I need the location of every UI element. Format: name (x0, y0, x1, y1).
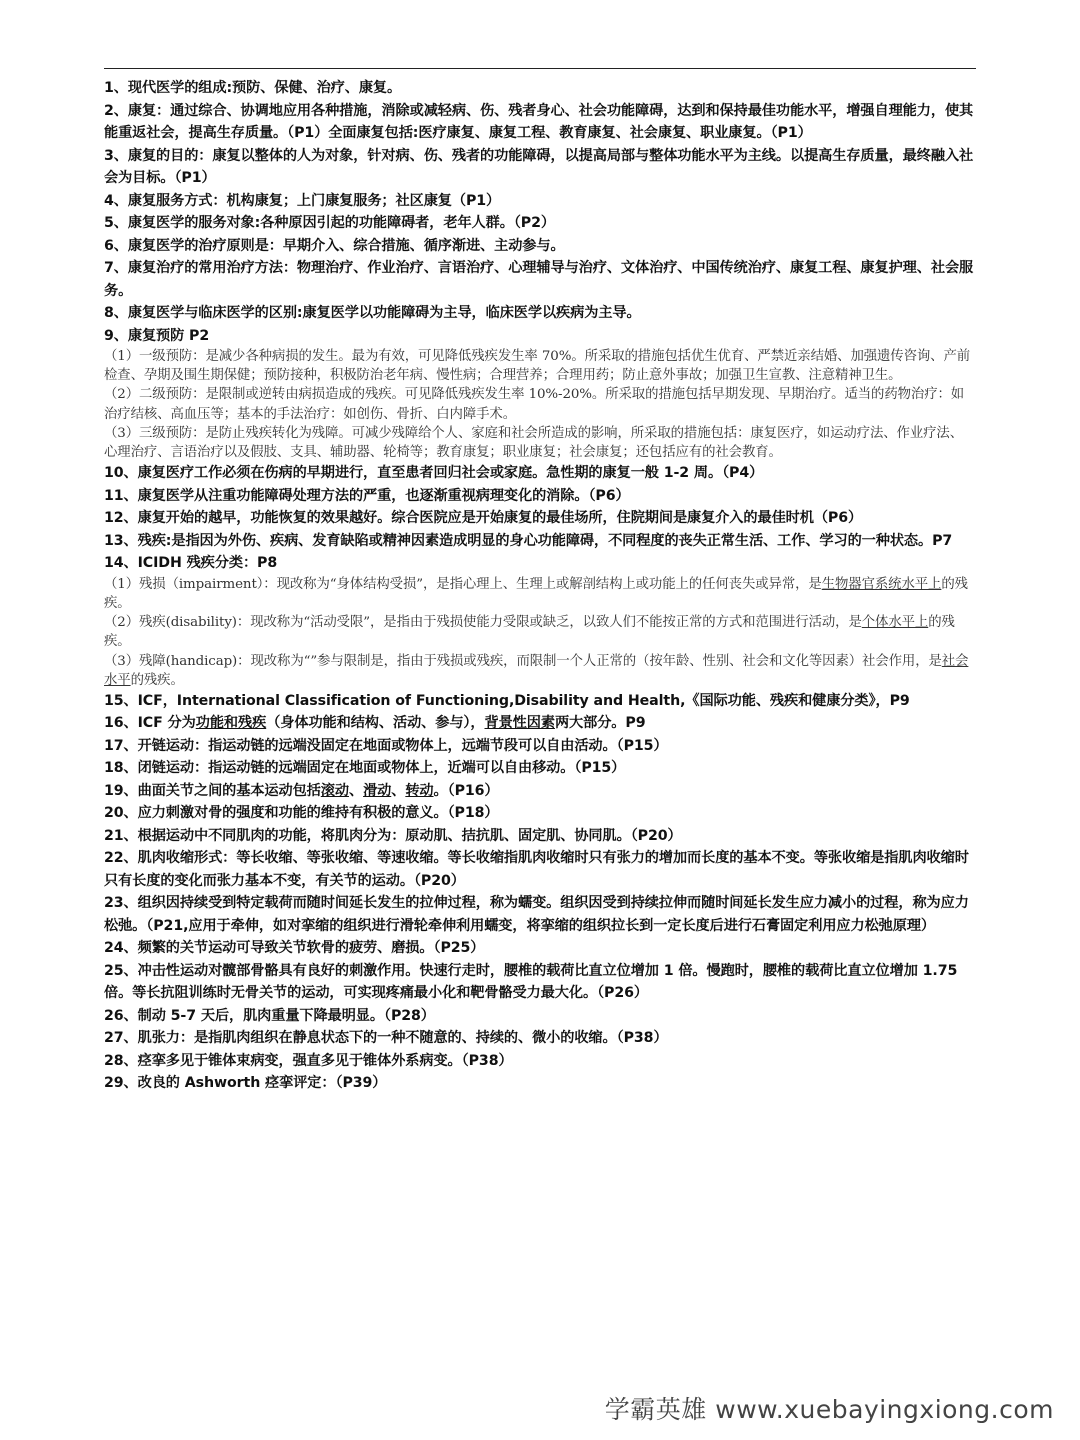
item-9-sub-2: （2）二级预防：是限制或逆转由病损造成的残疾。可见降低残疾发生率 10%-20%。所采取的措施包括早期发现、早期治疗。适当的药物治疗：如治疗结核、高血压等；基本的手法治疗：如创伤、骨折、白内障手术。 (104, 387, 965, 422)
underlined-term: 功能和残疾 (195, 715, 267, 732)
item-16 (104, 712, 976, 735)
underlined-term: 个体水平上 (861, 615, 929, 631)
text: 19、曲面关节之间的基本运动包括 (104, 782, 321, 799)
text: （2）残疾(disability)：现改称为“活动受限”，是指由于残损使能力受限或缺乏，以致人们不能按正常的方式和范围进行活动，是 (104, 615, 862, 631)
item-28: 28、痉挛多见于锥体束病变，强直多见于锥体外系病变。（P38） (104, 1052, 513, 1069)
item-19 (104, 780, 976, 803)
item-3: 3、康复的目的：康复以整体的人为对象，针对病、伤、残者的功能障碍，以提高局部与整体功能水平为主线。以提高生存质量，最终融入社会为目标。（P1） (104, 147, 974, 186)
text: 的残疾。 (130, 672, 184, 688)
item-9-sub-3: （3）三级预防：是防止残疾转化为残障。可减少残障给个人、家庭和社会所造成的影响，所采取的措施包括：康复医疗，如运动疗法、作业疗法、心理治疗、言语治疗以及假肢、支具、辅助器、轮椅等；教育康复；职业康复；社会康复；还包括应有的社会教育。 (104, 425, 964, 461)
item-24: 24、频繁的关节运动可导致关节软骨的疲劳、磨损。（P25） (104, 940, 485, 957)
item-17: 17、开链运动：指运动链的远端没固定在地面或物体上，远端节段可以自由活动。（P15） (104, 737, 668, 754)
underlined-term: 生物器官系统水平上 (821, 576, 942, 592)
item-23: 23、组织因持续受到特定载荷而随时间延长发生的拉伸过程，称为蠕变。组织因受到持续拉伸而随时间延长发生应力减小的过程，称为应力松弛。（P21,应用于牵伸，如对挛缩的组织进行滑轮牵伸利用蠕变，将挛缩的组织拉长到一定长度后进行石膏固定利用应力松弛原理） (104, 895, 969, 934)
item-21: 21、根据运动中不同肌肉的功能，将肌肉分为：原动肌、拮抗肌、固定肌、协同肌。（P20） (104, 827, 682, 844)
item-14-sub-1 (104, 575, 976, 613)
text: 、 (348, 782, 364, 799)
item-1: 1、现代医学的组成:预防、保健、治疗、康复。 (104, 80, 402, 96)
text: （1）残损（impairment）：现改称为“身体结构受损”，是指心理上、生理上或解剖结构上或功能上的任何丧失或异常，是 (104, 576, 822, 592)
top-rule (104, 68, 976, 69)
item-2: 2、康复：通过综合、协调地应用各种措施，消除或减轻病、伤、残者身心、社会功能障碍，达到和保持最佳功能水平，增强自理能力，使其能重返社会，提高生存质量。（P1）全面康复包括:医疗康复、康复工程、教育康复、社会康复、职业康复。（P1） (104, 102, 974, 141)
item-11: 11、康复医学从注重功能障碍处理方法的严重，也逐渐重视病理变化的消除。（P6） (104, 487, 630, 504)
item-9-sub-1: （1）一级预防：是减少各种病损的发生。最为有效，可见降低残疾发生率 70%。所采取的措施包括优生优育、严禁近亲结婚、加强遗传咨询、产前检查、孕期及围生期保健；预防接种，积极防治老年病、慢性病；合理营养；合理用药；防止意外事故；加强卫生宣教、注意精神卫生。 (104, 349, 971, 384)
underlined-term: 背景性因素 (484, 715, 555, 732)
item-14: 14、ICIDH 残疾分类：P8 (104, 555, 278, 572)
item-5: 5、康复医学的服务对象:各种原因引起的功能障碍者，老年人群。（P2） (104, 215, 555, 231)
text: 、 (391, 782, 406, 799)
underlined-term: 滑动 (363, 782, 392, 799)
item-29: 29、改良的 Ashworth 痉挛评定：（P39） (104, 1075, 387, 1092)
text: 16、ICF 分为 (104, 715, 196, 732)
item-6: 6、康复医学的治疗原则是：早期介入、综合措施、循序渐进、主动参与。 (104, 237, 565, 254)
item-10: 10、康复医疗工作必须在伤病的早期进行，直至患者回归社会或家庭。急性期的康复一般 1-2 周。（P4） (104, 465, 764, 482)
item-12: 12、康复开始的越早，功能恢复的效果越好。综合医院应是开始康复的最佳场所，住院期间是康复介入的最佳时机（P6） (104, 510, 863, 527)
item-9: 9、康复预防 P2 (104, 327, 210, 344)
document-page (104, 68, 976, 1095)
item-13: 13、残疾:是指因为外伤、疾病、发育缺陷或精神因素造成明显的身心功能障碍，不同程度的丧失正常生活、工作、学习的一种状态。P7 (104, 532, 953, 549)
item-18: 18、闭链运动：指运动链的远端固定在地面或物体上，近端可以自由移动。（P15） (104, 760, 626, 777)
site-watermark: 学霸英雄 www.xuebayingxiong.com (604, 1395, 1054, 1424)
text: （身体功能和结构、活动、参与）， (266, 715, 485, 732)
underlined-term: 社会水平 (104, 653, 969, 688)
text: 的残疾。 (104, 615, 955, 650)
item-14-sub-3 (104, 652, 976, 690)
item-22: 22、肌肉收缩形式：等长收缩、等张收缩、等速收缩。等长收缩指肌肉收缩时只有张力的增加而长度的基本不变。等张收缩是指肌肉收缩时只有长度的变化而张力基本不变，有关节的运动。（P20） (104, 850, 969, 889)
underlined-term: 滚动 (320, 782, 349, 799)
item-14-sub-2 (104, 613, 976, 651)
item-7: 7、康复治疗的常用治疗方法：物理治疗、作业治疗、言语治疗、心理辅导与治疗、文体治疗、中国传统治疗、康复工程、康复护理、社会服务。 (104, 260, 974, 299)
underlined-term: 转动 (405, 782, 434, 799)
item-15: 15、ICF，International Classification of Functioning,Disability and Health,《国际功能、残疾和健康分类》，P9 (104, 692, 910, 709)
text: 两大部分。P9 (554, 715, 646, 732)
item-25: 25、冲击性运动对髋部骨骼具有良好的刺激作用。快速行走时，腰椎的载荷比直立位增加 1 倍。慢跑时，腰椎的载荷比直立位增加 1.75 倍。等长抗阻训练时无骨关节的运动，可实现疼痛最小化和靶骨骼受力最大化。（P26） (104, 962, 958, 1002)
item-20: 20、应力刺激对骨的强度和功能的维持有积极的意义。（P18） (104, 805, 499, 822)
item-4: 4、康复服务方式：机构康复；上门康复服务；社区康复（P1） (104, 192, 501, 209)
text: 的残疾。 (104, 576, 968, 611)
text: （3）残障(handicap)：现改称为“”参与限制是，指由于残损或残疾，而限制一个人正常的（按年龄、性别、社会和文化等因素）社会作用，是 (104, 653, 942, 669)
item-8: 8、康复医学与临床医学的区别:康复医学以功能障碍为主导，临床医学以疾病为主导。 (104, 305, 641, 321)
item-26: 26、制动 5-7 天后，肌肉重量下降最明显。（P28） (104, 1007, 435, 1024)
item-27: 27、肌张力：是指肌肉组织在静息状态下的一种不随意的、持续的、微小的收缩。（P38） (104, 1030, 668, 1047)
text: 。（P16） (433, 782, 499, 799)
